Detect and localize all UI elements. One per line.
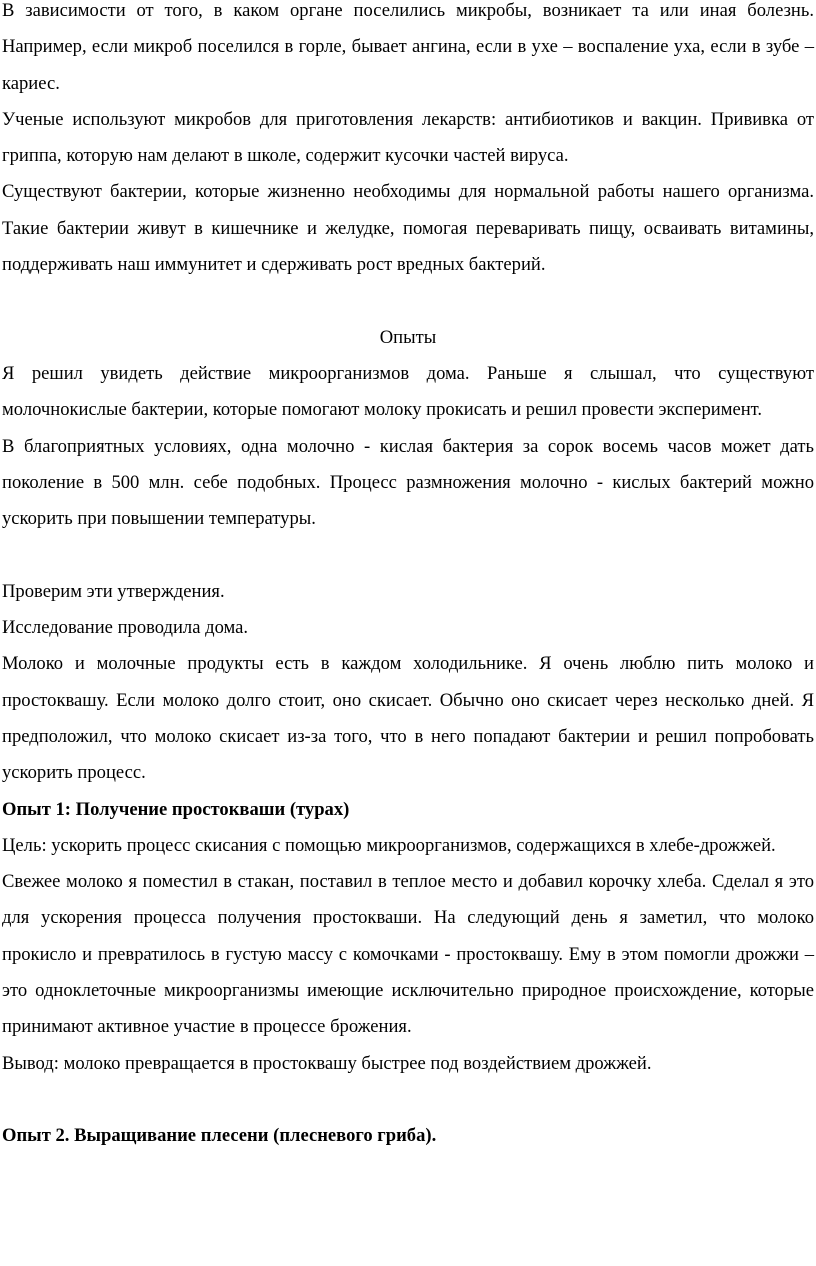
check-paragraph-1: Проверим эти утверждения. (2, 580, 225, 602)
section-title: Опыты (379, 326, 437, 348)
check-paragraph-2: Исследование проводила дома. (2, 617, 249, 639)
intro-paragraph-3: Существуют бактерии, которые жизненно необходимы для нормальной работы нашего организма. Такие бактерии живут в кишечнике и желудке, помогая переваривать пищу, осваивать витамины, поддерживать наш иммунитет и сдерживать рост вредных бактерий. (2, 181, 814, 276)
check-paragraph-3: Молоко и молочные продукты есть в каждом холодильнике. Я очень люблю пить молоко и простоквашу. Если молоко долго стоит, оно скисает. Обычно оно скисает через несколько дней. Я предположил, что молоко скисает из-за того, что в него попадают бактерии и решил попробовать ускорить процесс. (2, 653, 814, 784)
blank-line (2, 283, 814, 319)
experiment1-conclusion: Вывод: молоко превращается в простоквашу быстрее под воздействием дрожжей. (2, 1052, 652, 1074)
experiment1-goal: Цель: ускорить процесс скисания с помощью микроорганизмов, содержащихся в хлебе-дрожжей. (2, 834, 776, 856)
intro-paragraph-1: В зависимости от того, в каком органе поселились микробы, возникает та или иная болезнь. Например, если микроб поселился в горле, бывает ангина, если в ухе – воспаление уха, если в зубе – кариес. (2, 0, 814, 94)
experiments-paragraph-1: Я решил увидеть действие микроорганизмов дома. Раньше я слышал, что существуют молочнокислые бактерии, которые помогают молоку прокисать и решил провести эксперимент. (2, 362, 814, 421)
blank-line (2, 1082, 814, 1118)
experiment2-title: Опыт 2. Выращивание плесени (плесневого гриба). (2, 1125, 437, 1147)
blank-line (2, 537, 814, 573)
experiments-paragraph-2: В благоприятных условиях, одна молочно - кислая бактерия за сорок восемь часов может дать поколение в 500 млн. себе подобных. Процесс размножения молочно - кислых бактерий можно ускорить при повышении температуры. (2, 435, 814, 530)
intro-paragraph-2: Ученые используют микробов для приготовления лекарств: антибиотиков и вакцин. Прививка от гриппа, которую нам делают в школе, содержит кусочки частей вируса. (2, 108, 814, 167)
experiment1-description: Свежее молоко я поместил в стакан, поставил в теплое место и добавил корочку хлеба. Сделал я это для ускорения процесса получения простокваши. На следующий день я заметил, что молоко прокисло и превратилось в густую массу с комочками - простоквашу. Ему в этом помогли дрожжи – это одноклеточные микроорганизмы имеющие исключительно природное происхождение, которые принимают активное участие в процессе брожения. (2, 871, 814, 1038)
experiment1-title: Опыт 1: Получение простокваши (турах) (2, 798, 350, 820)
